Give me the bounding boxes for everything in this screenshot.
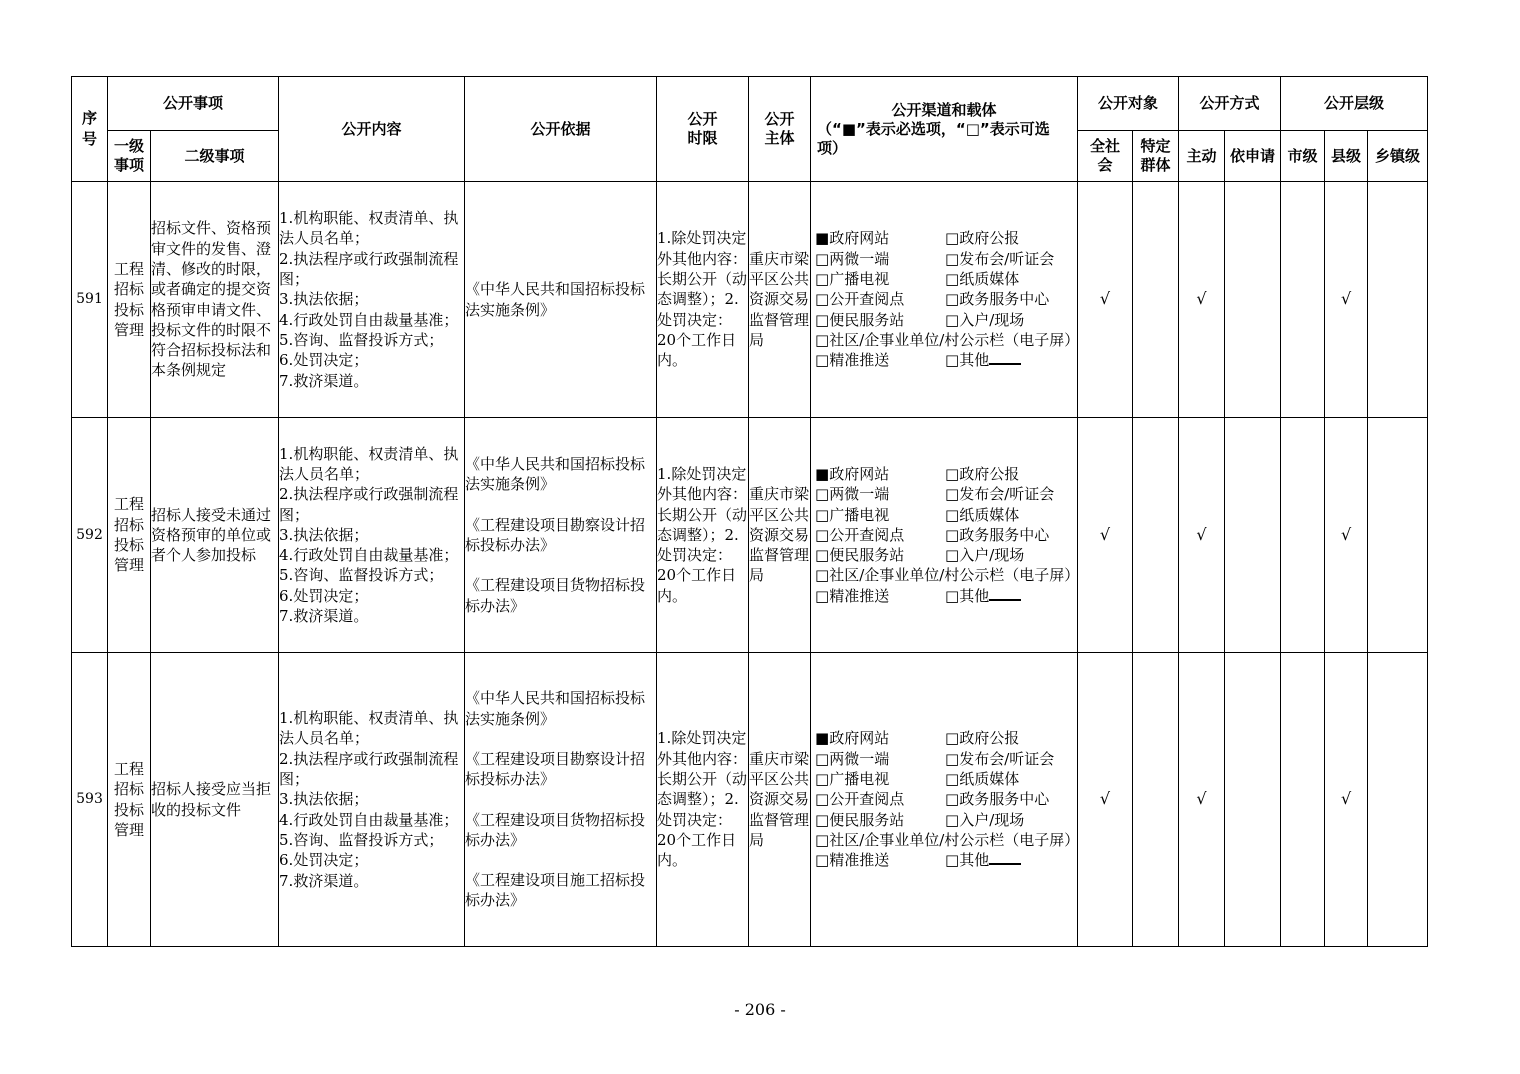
channel-option-other: [945, 586, 1075, 606]
channel-option: □精准推送: [815, 351, 890, 370]
basis-item: 《中华人民共和国招标投标法实施条例》: [465, 280, 646, 319]
channel-option: □政府公报: [945, 464, 1020, 483]
header-method-apply: 依申请: [1225, 131, 1281, 182]
content-line: 7.救济渠道。: [279, 871, 369, 890]
content-line: 2.执法程序或行政强制流程图；: [279, 749, 459, 789]
channel-option: □政务服务中心: [945, 525, 1050, 544]
header-channel-note: （“■”表示必选项，“□”表示可选项）: [817, 119, 1050, 157]
row-level2: 招标人接受应当拒收的投标文件: [151, 653, 279, 947]
channel-option: □入户/现场: [945, 810, 1025, 829]
row-level1-text: 工程招标投标管理: [113, 495, 144, 575]
row-level-city: [1281, 182, 1325, 418]
channel-grid: [811, 228, 1080, 370]
row-level-county: √: [1325, 182, 1368, 418]
row-subject: 重庆市梁平区公共资源交易监督管理局: [749, 653, 811, 947]
row-seq: 591: [72, 182, 108, 418]
row-channels: [811, 418, 1078, 653]
basis-item: 《工程建设项目勘察设计招标投标办法》: [465, 749, 646, 789]
basis-item: 《工程建设项目施工招标投标办法》: [465, 871, 646, 910]
channel-option: □便民服务站: [815, 810, 905, 829]
content-line: 6.处罚决定；: [279, 851, 369, 870]
header-audience: 公开对象: [1078, 77, 1179, 131]
row-level1: [108, 653, 151, 947]
channel-grid: [811, 728, 1080, 870]
row-level-town: [1368, 418, 1428, 653]
header-audience-specific: [1133, 131, 1179, 182]
header-level: 公开层级: [1281, 77, 1428, 131]
header-subject-text: 公开主体: [764, 110, 795, 147]
row-level2: 招标人接受未通过资格预审的单位或者个人参加投标: [151, 418, 279, 653]
header-audience-all-text: 全社会: [1090, 137, 1121, 174]
basis-item: 《中华人民共和国招标投标法实施条例》: [465, 689, 646, 728]
channel-option: □精准推送: [815, 851, 890, 870]
channel-option: □纸质媒体: [945, 505, 1020, 524]
row-audience-all: √: [1078, 653, 1133, 947]
row-level2: 招标文件、资格预审文件的发售、澄清、修改的时限，或者确定的提交资格预审申请文件、投标文件的时限不符合招标投标法和本条例规定: [151, 182, 279, 418]
header-public-items: 公开事项: [108, 77, 279, 131]
channel-option: □广播电视: [815, 770, 890, 789]
channel-option: □精准推送: [815, 586, 890, 605]
content-line: 4.行政处罚自由裁量基准；: [279, 546, 459, 565]
channel-option-wide: □社区/企事业单位/村公示栏（电子屏）: [815, 566, 1080, 585]
content-line: 3.执法依据；: [279, 290, 369, 309]
row-subject: 重庆市梁平区公共资源交易监督管理局: [749, 418, 811, 653]
channel-grid: [811, 464, 1080, 606]
row-audience-all: √: [1078, 418, 1133, 653]
channel-option: □公开查阅点: [815, 790, 905, 809]
row-time-limit: 1.除处罚决定外其他内容：长期公开（动态调整）；2.处罚决定：20个工作日内。: [657, 182, 749, 418]
content-line: 5.咨询、监督投诉方式；: [279, 330, 444, 349]
header-time-limit-text: 公开时限: [687, 110, 718, 147]
row-level1: [108, 418, 151, 653]
content-line: 1.机构职能、权责清单、执法人员名单；: [279, 709, 459, 748]
channel-option: □两微一端: [815, 485, 890, 504]
row-level1: [108, 182, 151, 418]
channel-option: □广播电视: [815, 505, 890, 524]
channel-other-label: □其他: [945, 351, 990, 370]
row-content: [279, 182, 465, 418]
content-line: 5.咨询、监督投诉方式；: [279, 566, 444, 585]
row-channels: [811, 653, 1078, 947]
basis-item: 《工程建设项目货物招标投标办法》: [465, 576, 646, 615]
row-method-apply: [1225, 653, 1281, 947]
basis-item: 《工程建设项目勘察设计招标投标办法》: [465, 515, 646, 554]
row-basis: [465, 182, 657, 418]
content-line: 7.救济渠道。: [279, 607, 369, 626]
header-seq: [72, 77, 108, 182]
header-level2: 二级事项: [151, 131, 279, 182]
row-audience-specific: [1133, 418, 1179, 653]
header-method-active: 主动: [1179, 131, 1225, 182]
row-basis: [465, 653, 657, 947]
content-line: 6.处罚决定；: [279, 586, 369, 605]
row-subject: 重庆市梁平区公共资源交易监督管理局: [749, 182, 811, 418]
header-level-county: 县级: [1325, 131, 1368, 182]
row-level-city: [1281, 653, 1325, 947]
content-line: 3.执法依据；: [279, 525, 369, 544]
row-level-town: [1368, 653, 1428, 947]
channel-option: ■政府网站: [815, 229, 890, 248]
row-level1-text: 工程招标投标管理: [113, 259, 144, 339]
header-row-1: [72, 77, 1428, 131]
row-level-county: √: [1325, 653, 1368, 947]
channel-option: □政府公报: [945, 729, 1020, 748]
channel-other-label: □其他: [945, 851, 990, 870]
content-line: 4.行政处罚自由裁量基准；: [279, 310, 459, 329]
channel-option: □两微一端: [815, 749, 890, 768]
header-level-town: 乡镇级: [1368, 131, 1428, 182]
header-channel: [811, 77, 1078, 182]
blank-line: [989, 351, 1021, 365]
row-method-apply: [1225, 182, 1281, 418]
header-basis: 公开依据: [465, 77, 657, 182]
content-line: 5.咨询、监督投诉方式；: [279, 830, 444, 849]
channel-option: □便民服务站: [815, 546, 905, 565]
content-line: 2.执法程序或行政强制流程图；: [279, 249, 459, 289]
row-method-active: √: [1179, 182, 1225, 418]
content-line: 4.行政处罚自由裁量基准；: [279, 810, 459, 829]
basis-item: 《中华人民共和国招标投标法实施条例》: [465, 455, 646, 494]
channel-option: □发布会/听证会: [945, 749, 1055, 768]
header-level-city: 市级: [1281, 131, 1325, 182]
header-channel-title: 公开渠道和载体: [891, 100, 997, 119]
row-audience-specific: [1133, 653, 1179, 947]
content-line: 6.处罚决定；: [279, 351, 369, 370]
row-level-town: [1368, 182, 1428, 418]
channel-option-wide: □社区/企事业单位/村公示栏（电子屏）: [815, 830, 1080, 849]
content-line: 1.机构职能、权责清单、执法人员名单；: [279, 209, 459, 248]
basis-item: 《工程建设项目货物招标投标办法》: [465, 810, 646, 849]
row-content: [279, 653, 465, 947]
header-subject: [749, 77, 811, 182]
blank-line: [989, 587, 1021, 601]
channel-option: □政务服务中心: [945, 290, 1050, 309]
row-method-active: √: [1179, 653, 1225, 947]
header-level1-text: 一级事项: [113, 137, 144, 174]
content-line: 1.机构职能、权责清单、执法人员名单；: [279, 444, 459, 483]
content-line: 3.执法依据；: [279, 790, 369, 809]
content-line: 7.救济渠道。: [279, 371, 369, 390]
header-content: 公开内容: [279, 77, 465, 182]
channel-option: ■政府网站: [815, 464, 890, 483]
row-method-apply: [1225, 418, 1281, 653]
channel-option: □政府公报: [945, 229, 1020, 248]
table-row: [72, 418, 1428, 653]
channel-option: □入户/现场: [945, 310, 1025, 329]
channel-option-other: [945, 350, 1075, 370]
row-basis: [465, 418, 657, 653]
channel-option: ■政府网站: [815, 729, 890, 748]
row-audience-specific: [1133, 182, 1179, 418]
row-time-limit: 1.除处罚决定外其他内容：长期公开（动态调整）；2.处罚决定：20个工作日内。: [657, 418, 749, 653]
row-level-county: √: [1325, 418, 1368, 653]
channel-option: □广播电视: [815, 270, 890, 289]
channel-option: □政务服务中心: [945, 790, 1050, 809]
channel-option-other: [945, 850, 1075, 870]
channel-option: □纸质媒体: [945, 770, 1020, 789]
channel-other-label: □其他: [945, 586, 990, 605]
header-method: 公开方式: [1179, 77, 1281, 131]
header-level1: [108, 131, 151, 182]
header-audience-all: [1078, 131, 1133, 182]
row-content: [279, 418, 465, 653]
channel-option: □发布会/听证会: [945, 249, 1055, 268]
disclosure-table: [71, 76, 1428, 947]
row-level-city: [1281, 418, 1325, 653]
row-level1-text: 工程招标投标管理: [113, 759, 144, 839]
row-time-limit: 1.除处罚决定外其他内容：长期公开（动态调整）；2.处罚决定：20个工作日内。: [657, 653, 749, 947]
page-number: - 206 -: [734, 1000, 786, 1019]
header-seq-text: 序号: [81, 109, 97, 148]
channel-option-wide: □社区/企事业单位/村公示栏（电子屏）: [815, 330, 1080, 349]
row-audience-all: √: [1078, 182, 1133, 418]
channel-option: □公开查阅点: [815, 290, 905, 309]
row-method-active: √: [1179, 418, 1225, 653]
row-seq: 592: [72, 418, 108, 653]
header-audience-specific-text: 特定群体: [1140, 137, 1171, 174]
channel-option: □发布会/听证会: [945, 485, 1055, 504]
row-seq: 593: [72, 653, 108, 947]
channel-option: □入户/现场: [945, 546, 1025, 565]
table-row: [72, 653, 1428, 947]
channel-option: □两微一端: [815, 249, 890, 268]
content-line: 2.执法程序或行政强制流程图；: [279, 485, 459, 524]
table-row: [72, 182, 1428, 418]
blank-line: [989, 851, 1021, 865]
channel-option: □便民服务站: [815, 310, 905, 329]
channel-option: □纸质媒体: [945, 270, 1020, 289]
row-channels: [811, 182, 1078, 418]
header-time-limit: [657, 77, 749, 182]
channel-option: □公开查阅点: [815, 525, 905, 544]
